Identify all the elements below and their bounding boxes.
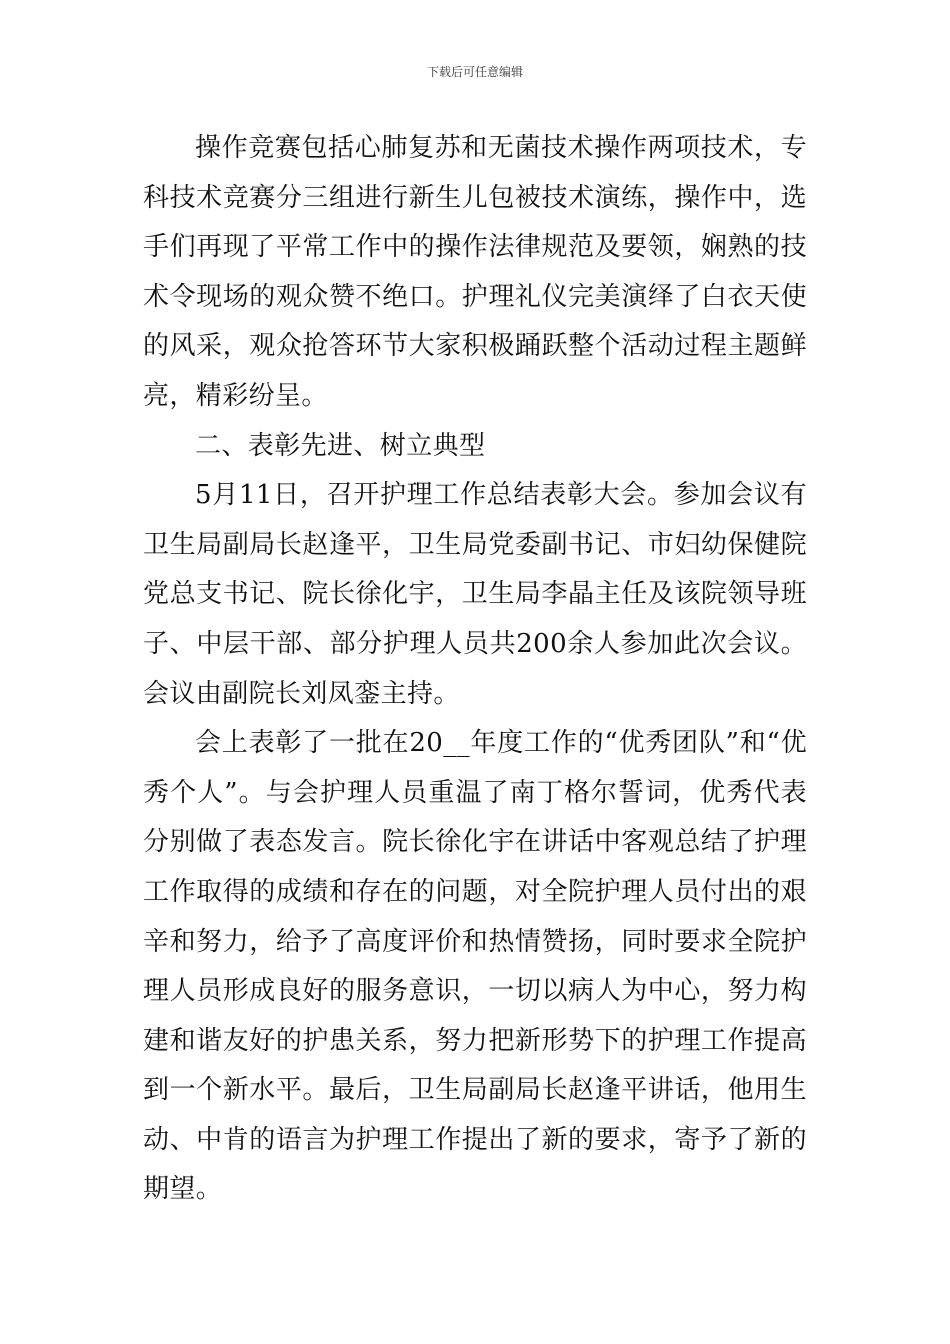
paragraph-awards: 会上表彰了一批在20__年度工作的“优秀团队”和“优秀个人”。与会护理人员重温了南丁格尔誓词，优秀代表分别做了表态发言。院长徐化宇在讲话中客观总结了护理工作取得的成绩和存在的问题，对全院护理人员付出的艰辛和努力，给予了高度评价和热情赞扬，同时要求全院护理人员形成良好的服务意识，一切以病人为中心，努力构建和谐友好的护患关系，努力把新形势下的护理工作提高到一个新水平。最后，卫生局副局长赵逢平讲话，他用生动、中肯的语言为护理工作提出了新的要求，寄予了新的期望。 <box>143 728 807 1205</box>
document-body <box>143 124 807 1215</box>
page-header: 下载后可任意编辑 <box>426 65 523 79</box>
paragraph-competition: 操作竞赛包括心肺复苏和无菌技术操作两项技术，专科技术竞赛分三组进行新生儿包被技术演练，操作中，选手们再现了平常工作中的操作法律规范及要领，娴熟的技术令现场的观众赞不绝口。护理礼仪完美演绎了白衣天使的风采，观众抢答环节大家积极踊跃整个活动过程主题鲜亮，精彩纷呈。 <box>143 133 807 411</box>
section-heading-commendation: 二、表彰先进、树立典型 <box>195 430 486 461</box>
paragraph-conference: 5月11日，召开护理工作总结表彰大会。参加会议有卫生局副局长赵逢平，卫生局党委副书记、市妇幼保健院党总支书记、院长徐化宇，卫生局李晶主任及该院领导班子、中层干部、部分护理人员共200余人参加此次会议。会议由副院长刘凤銮主持。 <box>143 480 807 709</box>
